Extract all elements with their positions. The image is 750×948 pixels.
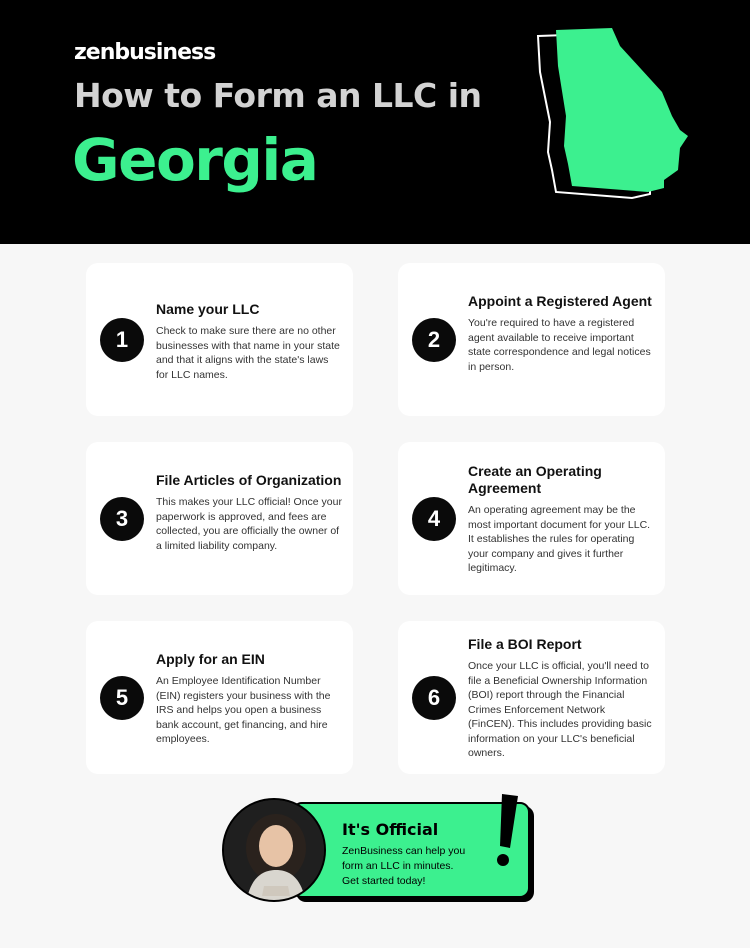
step-title: File Articles of Organization bbox=[156, 472, 342, 488]
step-title: File a BOI Report bbox=[468, 636, 582, 652]
step-card-5 bbox=[86, 621, 353, 774]
step-number-badge: 3 bbox=[100, 497, 144, 541]
cta-description: ZenBusiness can help you form an LLC in minutes. Get started today! bbox=[342, 845, 466, 887]
step-description: You're required to have a registered agent available to receive important state correspondence and legal notices in person. bbox=[468, 317, 651, 373]
exclamation-icon bbox=[490, 792, 520, 872]
step-card-2 bbox=[398, 263, 665, 416]
step-card-6 bbox=[398, 621, 665, 774]
step-description: An operating agreement may be the most important document for your LLC. It establishes the rules for operating your company and gives it further legitimacy. bbox=[468, 504, 651, 574]
step-number-badge: 4 bbox=[412, 497, 456, 541]
step-title: Apply for an EIN bbox=[156, 651, 265, 667]
state-name-title: Georgia bbox=[72, 126, 318, 194]
step-title: Name your LLC bbox=[156, 301, 260, 317]
step-number-badge: 2 bbox=[412, 318, 456, 362]
step-description: This makes your LLC official! Once your paperwork is approved, and fees are collected, you are officially the owner of a limited liability company. bbox=[156, 496, 342, 552]
step-number-badge: 1 bbox=[100, 318, 144, 362]
cta-title: It's Official bbox=[342, 820, 439, 839]
step-title: Create an Operating Agreement bbox=[468, 463, 602, 496]
step-description: Check to make sure there are no other businesses with that name in your state and that it aligns with the state's laws for LLC names. bbox=[156, 325, 340, 381]
step-number-badge: 5 bbox=[100, 676, 144, 720]
step-card-4 bbox=[398, 442, 665, 595]
step-title: Appoint a Registered Agent bbox=[468, 293, 652, 309]
georgia-state-map-icon bbox=[532, 26, 692, 202]
zenbusiness-logo: zenbusiness bbox=[74, 40, 216, 65]
step-description: Once your LLC is official, you'll need to file a Beneficial Ownership Information (BOI) report through the Financial Crimes Enforcement Network (FinCEN). This includes providing basic information on your LLC's beneficial owners. bbox=[468, 660, 652, 759]
cta-callout bbox=[222, 788, 532, 904]
step-description: An Employee Identification Number (EIN) registers your business with the IRS and helps you open a business bank account, get financing, and hire employees. bbox=[156, 675, 331, 745]
step-card-1 bbox=[86, 263, 353, 416]
page-title: How to Form an LLC in bbox=[74, 76, 482, 115]
hero-banner bbox=[0, 0, 750, 244]
person-photo bbox=[222, 798, 326, 902]
step-card-3 bbox=[86, 442, 353, 595]
step-number-badge: 6 bbox=[412, 676, 456, 720]
